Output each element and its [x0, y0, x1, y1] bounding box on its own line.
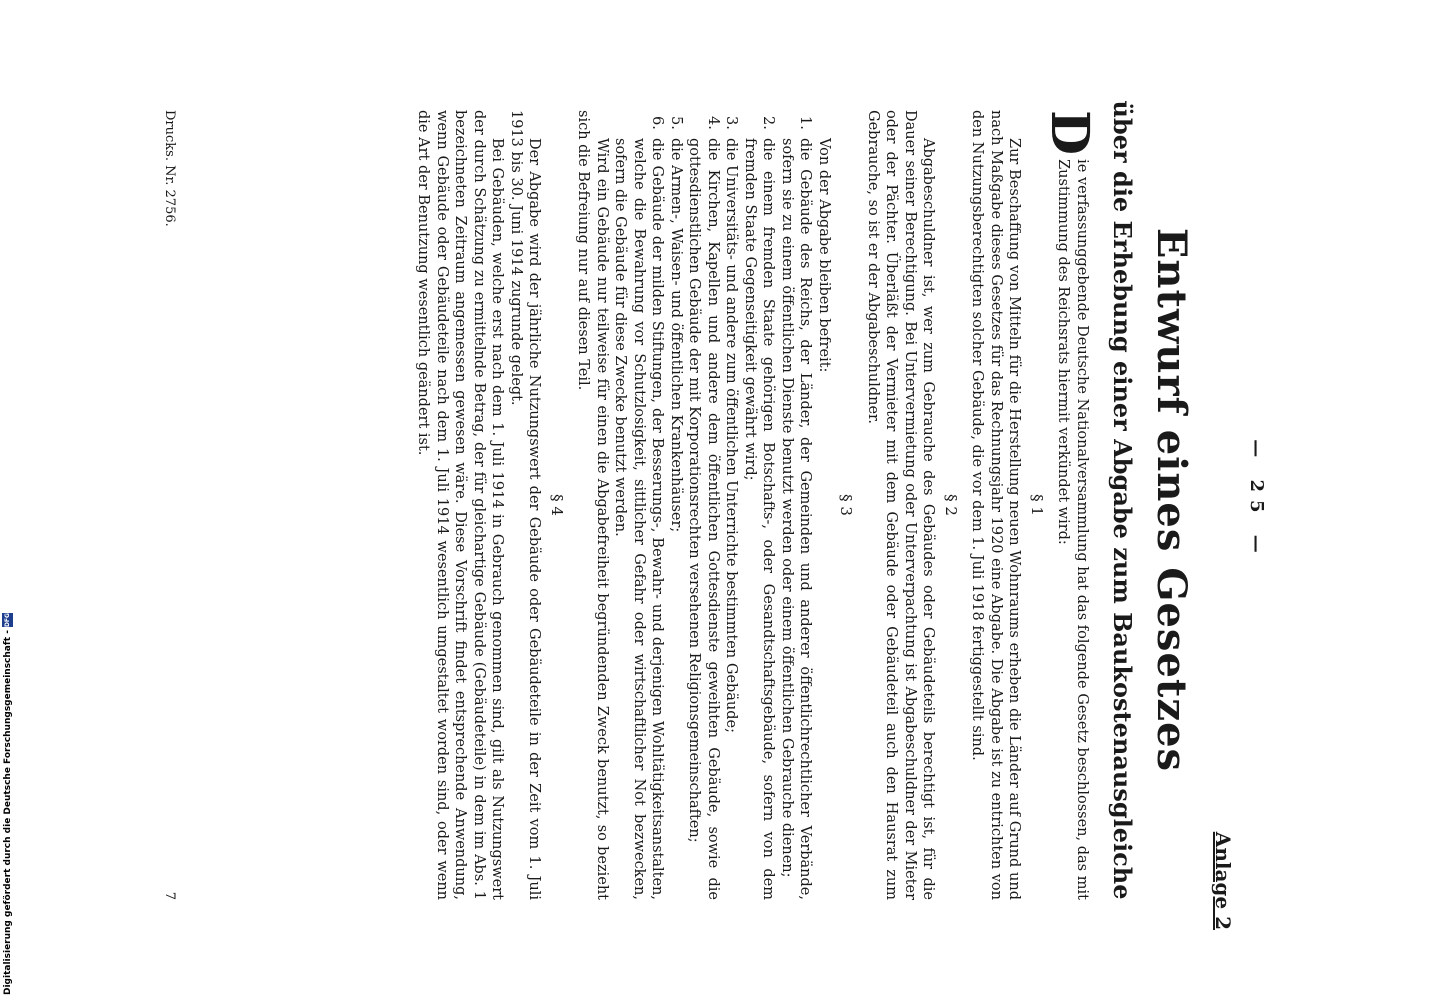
- print-reference: Drucks. Nr. 2756.: [162, 110, 177, 227]
- list-item-text: die Armen-, Waisen- und öffentlichen Krankenhäuser;: [668, 138, 684, 533]
- document-subtitle: über die Erhebung einer Abgabe zum Baukostenausgleiche: [1108, 100, 1137, 900]
- list-item: [778, 110, 815, 900]
- exemption-list: [611, 110, 815, 900]
- list-item-number: 1.: [797, 116, 814, 130]
- section-1-text: Zur Beschaffung von Mitteln für die Herstellung neuen Wohnraums erheben die Länder auf Grund und nach Maßgabe dieses Gesetzes für das Rechnungsjahr 1920 eine Abgabe. Die Abgabe ist zu entrichten von den Nutzungsberechtigten solcher Gebäude, die vor dem 1. Juli 1918 fertiggestellt sind.: [969, 110, 1023, 900]
- section-3-tail: Wird ein Gebäude nur teilweise für einen die Abgabefreiheit begründenden Zweck benutzt, so bezieht sich die Befreiung nur auf diesen Teil.: [575, 110, 610, 900]
- list-item: [741, 110, 778, 900]
- document-body: [414, 110, 1100, 900]
- list-item-number: 4.: [705, 116, 721, 130]
- section-2-text: Abgabeschuldner ist, wer zum Gebrauche des Gebäudes oder Gebäudeteils berechtigt ist, für die Dauer seiner Berechtigung. Bei Untervermietung oder Unterverpachtung ist Abgabeschuldner der Mieter oder der Pächter. Überläßt der Vermieter mit dem Gebäude oder Gebäudeteil auch den Hausrat zum Gebrauche, so ist er der Abgabeschuldner.: [865, 110, 937, 900]
- document-title: Entwurf eines Gesetzes: [1148, 227, 1195, 773]
- digitization-credit: [2, 613, 13, 995]
- page-number: — 25 —: [1246, 439, 1267, 561]
- section-4-paragraph-2: Bei Gebäuden, welche erst nach dem 1. Juli 1914 in Gebrauch genommen sind, gilt als Nutzungswert der durch Schätzung zu ermittelnde Betrag, der für gleichartige Gebäude (Gebäudeteile) in dem im Abs. 1 bezeichneten Zeitraum angemessen gewesen wäre. Diese Vorschrift findet entsprechende Anwendung, wenn Gebäude oder Gebäudeteile nach dem 1. Juli 1914 wesentlich umgestaltet worden sind, oder wenn die Art der Benutzung wesentlich geändert ist.: [415, 110, 506, 900]
- document-page: [147, 30, 1287, 970]
- list-item-number: 3.: [723, 116, 740, 130]
- section-3-lead: Von der Abgabe bleiben befreit:: [816, 138, 832, 373]
- list-item-text: die Universitäts- und andere zum öffentlichen Unterrichte bestimmten Gebäude;: [723, 138, 740, 733]
- list-item-number: 6.: [649, 116, 666, 130]
- list-item-text: die einem fremden Staate gehörigen Botschafts-, oder Gesandtschaftsgebäude, sofern von dem fremden Staate Gegenseitigkeit gewährt wird;: [742, 138, 777, 900]
- list-item: [722, 110, 741, 900]
- sheet-number: 7: [162, 891, 177, 900]
- list-item-text: die Kirchen, Kapellen und andere dem öffentlichen Gottesdienste geweihten Gebäude, sowie die gottesdienstlichen Gebäude der mit Korporationsrechten versehenen Religionsgemeinschaften;: [686, 138, 721, 900]
- section-1-heading: § 1: [1028, 494, 1046, 516]
- intro-text: ie verfassunggebende Deutsche Nationalversammlung hat das folgende Gesetz beschlossen, das mit Zustimmung des Reichsrats hiermit verkündet wird:: [1055, 159, 1090, 900]
- section-4-paragraph-1: Der Abgabe wird der jährliche Nutzungswert der Gebäude oder Gebäudeteile in der Zeit vom 1. Juli 1913 bis 30. Juni 1914 zugrunde gelegt.: [508, 110, 543, 900]
- annex-label: Anlage 2: [1211, 831, 1235, 930]
- list-item-number: 2.: [760, 116, 777, 130]
- list-item-number: 5.: [668, 116, 684, 130]
- list-item: [611, 110, 667, 900]
- section-2-heading: § 2: [942, 494, 960, 516]
- list-item-text: die Gebäude der milden Stiftungen, der Besserungs-, Bewahr- und derjenigen Wohltätigkeitsanstalten, welche die Bewahrung vor Schutzlosigkeit, sittlicher Gefahr oder wirtschaftlicher Not bezwecken, sofern die Gebäude für diese Zwecke benutzt werden.: [612, 138, 666, 900]
- list-item: [667, 110, 686, 900]
- digitization-credit-text: Digitalisierung gefördert durch die Deutsche Forschungsgemeinschaft -: [2, 630, 13, 995]
- dfg-logo: DFG: [4, 613, 11, 628]
- page-content: [147, 30, 1287, 970]
- section-4-heading: § 4: [548, 494, 566, 516]
- intro-paragraph: [1039, 110, 1100, 900]
- drop-cap: D: [1039, 110, 1100, 156]
- list-item: [685, 110, 722, 900]
- list-item-text: die Gebäude des Reichs, der Länder, der Gemeinden und anderer öffentlichrechtlicher Verbände, sofern sie zu einem öffentlichen Dienste benutzt werden oder einem öffentlichen Gebrauche dienen;: [779, 138, 814, 900]
- section-3-heading: § 3: [837, 494, 856, 516]
